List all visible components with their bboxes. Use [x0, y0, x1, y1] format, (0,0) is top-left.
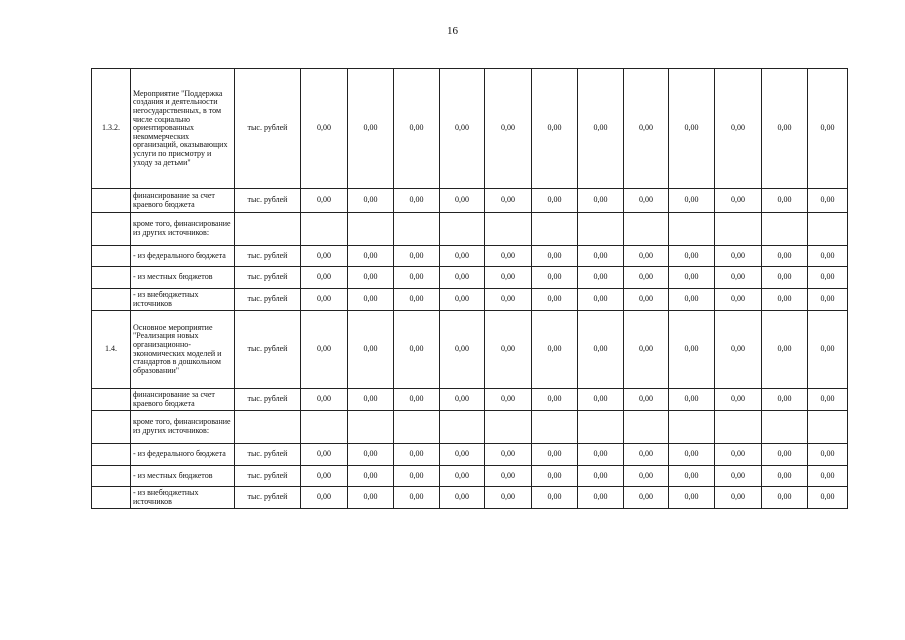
value-cell: 0,00: [715, 389, 762, 411]
row-description: кроме того, финансирование из других источников:: [131, 213, 235, 246]
value-cell: 0,00: [715, 311, 762, 389]
row-number: 1.4.: [92, 311, 131, 389]
value-cell: 0,00: [485, 246, 532, 267]
value-cell: 0,00: [532, 289, 578, 311]
value-cell: [669, 213, 715, 246]
value-cell: 0,00: [578, 389, 624, 411]
table-row: [92, 466, 848, 487]
table-row: [92, 389, 848, 411]
row-number: [92, 487, 131, 509]
value-cell: 0,00: [440, 487, 485, 509]
value-cell: 0,00: [624, 289, 669, 311]
value-cell: 0,00: [301, 246, 348, 267]
table-row: [92, 267, 848, 289]
value-cell: 0,00: [624, 69, 669, 189]
row-number: [92, 444, 131, 466]
value-cell: 0,00: [762, 246, 808, 267]
value-cell: 0,00: [440, 189, 485, 213]
value-cell: [394, 213, 440, 246]
value-cell: 0,00: [301, 389, 348, 411]
value-cell: 0,00: [624, 246, 669, 267]
value-cell: 0,00: [532, 444, 578, 466]
row-description: кроме того, финансирование из других источников:: [131, 411, 235, 444]
value-cell: 0,00: [532, 189, 578, 213]
value-cell: 0,00: [440, 466, 485, 487]
value-cell: 0,00: [394, 69, 440, 189]
value-cell: 0,00: [715, 289, 762, 311]
value-cell: 0,00: [669, 444, 715, 466]
value-cell: 0,00: [348, 487, 394, 509]
value-cell: 0,00: [301, 289, 348, 311]
value-cell: 0,00: [485, 289, 532, 311]
value-cell: 0,00: [394, 389, 440, 411]
value-cell: [808, 411, 848, 444]
value-cell: [532, 213, 578, 246]
value-cell: 0,00: [578, 444, 624, 466]
table-row: [92, 311, 848, 389]
value-cell: [394, 411, 440, 444]
value-cell: 0,00: [715, 69, 762, 189]
value-cell: 0,00: [485, 466, 532, 487]
value-cell: 0,00: [532, 389, 578, 411]
row-unit: тыс. рублей: [235, 466, 301, 487]
budget-table: [91, 68, 848, 509]
value-cell: 0,00: [715, 246, 762, 267]
value-cell: 0,00: [762, 289, 808, 311]
row-number: [92, 246, 131, 267]
value-cell: 0,00: [715, 444, 762, 466]
value-cell: 0,00: [301, 69, 348, 189]
value-cell: 0,00: [624, 444, 669, 466]
value-cell: [578, 213, 624, 246]
value-cell: 0,00: [348, 189, 394, 213]
value-cell: 0,00: [301, 466, 348, 487]
row-unit: тыс. рублей: [235, 267, 301, 289]
row-unit: [235, 213, 301, 246]
value-cell: 0,00: [394, 444, 440, 466]
row-unit: тыс. рублей: [235, 487, 301, 509]
value-cell: 0,00: [348, 289, 394, 311]
value-cell: 0,00: [532, 69, 578, 189]
value-cell: 0,00: [301, 444, 348, 466]
row-unit: тыс. рублей: [235, 246, 301, 267]
value-cell: 0,00: [808, 487, 848, 509]
value-cell: 0,00: [762, 389, 808, 411]
value-cell: 0,00: [669, 289, 715, 311]
value-cell: [715, 411, 762, 444]
value-cell: 0,00: [669, 389, 715, 411]
value-cell: [440, 213, 485, 246]
value-cell: 0,00: [348, 246, 394, 267]
value-cell: 0,00: [762, 189, 808, 213]
value-cell: 0,00: [578, 311, 624, 389]
value-cell: 0,00: [624, 311, 669, 389]
value-cell: 0,00: [348, 389, 394, 411]
table-row: [92, 487, 848, 509]
value-cell: 0,00: [669, 189, 715, 213]
value-cell: 0,00: [440, 289, 485, 311]
value-cell: 0,00: [808, 444, 848, 466]
row-number: 1.3.2.: [92, 69, 131, 189]
value-cell: 0,00: [624, 189, 669, 213]
value-cell: 0,00: [394, 311, 440, 389]
value-cell: 0,00: [762, 487, 808, 509]
value-cell: 0,00: [348, 267, 394, 289]
value-cell: 0,00: [669, 267, 715, 289]
table-row: [92, 444, 848, 466]
table-body: [92, 69, 848, 509]
value-cell: 0,00: [301, 311, 348, 389]
row-unit: тыс. рублей: [235, 444, 301, 466]
table-row: [92, 69, 848, 189]
value-cell: 0,00: [485, 311, 532, 389]
value-cell: 0,00: [808, 289, 848, 311]
value-cell: 0,00: [440, 267, 485, 289]
row-description: финансирование за счет краевого бюджета: [131, 389, 235, 411]
value-cell: 0,00: [440, 69, 485, 189]
value-cell: 0,00: [532, 311, 578, 389]
value-cell: 0,00: [440, 311, 485, 389]
row-number: [92, 389, 131, 411]
table-row: [92, 189, 848, 213]
row-number: [92, 267, 131, 289]
value-cell: 0,00: [762, 311, 808, 389]
value-cell: 0,00: [532, 267, 578, 289]
value-cell: 0,00: [578, 267, 624, 289]
table-row: [92, 213, 848, 246]
value-cell: 0,00: [808, 466, 848, 487]
value-cell: 0,00: [485, 444, 532, 466]
row-description: - из внебюджетных источников: [131, 289, 235, 311]
page-number: 16: [447, 25, 458, 37]
value-cell: 0,00: [715, 189, 762, 213]
value-cell: [624, 411, 669, 444]
row-description: - из местных бюджетов: [131, 466, 235, 487]
value-cell: [485, 411, 532, 444]
value-cell: 0,00: [624, 267, 669, 289]
value-cell: 0,00: [348, 444, 394, 466]
value-cell: 0,00: [669, 69, 715, 189]
value-cell: 0,00: [532, 487, 578, 509]
row-description: Основное мероприятие "Реализация новых организационно-экономических моделей и стандартов в дошкольном образовании": [131, 311, 235, 389]
value-cell: 0,00: [624, 466, 669, 487]
row-description: - из федерального бюджета: [131, 246, 235, 267]
value-cell: 0,00: [348, 311, 394, 389]
value-cell: 0,00: [394, 246, 440, 267]
value-cell: 0,00: [808, 389, 848, 411]
value-cell: [669, 411, 715, 444]
value-cell: 0,00: [394, 466, 440, 487]
row-unit: тыс. рублей: [235, 189, 301, 213]
value-cell: 0,00: [578, 189, 624, 213]
value-cell: [301, 411, 348, 444]
value-cell: 0,00: [485, 267, 532, 289]
value-cell: 0,00: [301, 267, 348, 289]
value-cell: 0,00: [485, 189, 532, 213]
value-cell: 0,00: [762, 267, 808, 289]
row-number: [92, 289, 131, 311]
row-description: - из местных бюджетов: [131, 267, 235, 289]
table-row: [92, 246, 848, 267]
value-cell: 0,00: [669, 487, 715, 509]
value-cell: 0,00: [348, 69, 394, 189]
table-row: [92, 411, 848, 444]
value-cell: 0,00: [485, 487, 532, 509]
value-cell: 0,00: [578, 466, 624, 487]
row-description: Мероприятие "Поддержка создания и деятельности негосударственных, в том числе социально ориентированных некоммерческих организаций, оказывающих услуги по присмотру и уходу за детьми": [131, 69, 235, 189]
row-unit: тыс. рублей: [235, 311, 301, 389]
value-cell: 0,00: [532, 466, 578, 487]
value-cell: 0,00: [624, 389, 669, 411]
value-cell: [301, 213, 348, 246]
row-unit: [235, 411, 301, 444]
value-cell: [762, 411, 808, 444]
value-cell: 0,00: [624, 487, 669, 509]
value-cell: [762, 213, 808, 246]
value-cell: 0,00: [808, 69, 848, 189]
value-cell: 0,00: [348, 466, 394, 487]
value-cell: 0,00: [578, 246, 624, 267]
value-cell: [808, 213, 848, 246]
value-cell: 0,00: [762, 466, 808, 487]
value-cell: [624, 213, 669, 246]
row-unit: тыс. рублей: [235, 289, 301, 311]
value-cell: 0,00: [669, 246, 715, 267]
value-cell: 0,00: [578, 289, 624, 311]
value-cell: 0,00: [715, 487, 762, 509]
value-cell: [348, 411, 394, 444]
value-cell: 0,00: [394, 267, 440, 289]
value-cell: [440, 411, 485, 444]
value-cell: 0,00: [715, 466, 762, 487]
row-unit: тыс. рублей: [235, 389, 301, 411]
row-description: финансирование за счет краевого бюджета: [131, 189, 235, 213]
value-cell: 0,00: [301, 189, 348, 213]
value-cell: 0,00: [808, 311, 848, 389]
value-cell: 0,00: [762, 69, 808, 189]
value-cell: 0,00: [440, 444, 485, 466]
value-cell: [715, 213, 762, 246]
value-cell: 0,00: [532, 246, 578, 267]
row-number: [92, 466, 131, 487]
value-cell: 0,00: [808, 246, 848, 267]
value-cell: 0,00: [485, 389, 532, 411]
value-cell: [532, 411, 578, 444]
value-cell: 0,00: [394, 189, 440, 213]
value-cell: 0,00: [578, 487, 624, 509]
value-cell: [578, 411, 624, 444]
value-cell: 0,00: [578, 69, 624, 189]
value-cell: 0,00: [808, 267, 848, 289]
row-description: - из внебюджетных источников: [131, 487, 235, 509]
table-row: [92, 289, 848, 311]
value-cell: 0,00: [394, 487, 440, 509]
value-cell: 0,00: [762, 444, 808, 466]
row-number: [92, 411, 131, 444]
value-cell: [348, 213, 394, 246]
row-description: - из федерального бюджета: [131, 444, 235, 466]
value-cell: [485, 213, 532, 246]
value-cell: 0,00: [669, 311, 715, 389]
value-cell: 0,00: [440, 246, 485, 267]
value-cell: 0,00: [715, 267, 762, 289]
row-number: [92, 213, 131, 246]
row-unit: тыс. рублей: [235, 69, 301, 189]
value-cell: 0,00: [301, 487, 348, 509]
value-cell: 0,00: [485, 69, 532, 189]
value-cell: 0,00: [669, 466, 715, 487]
value-cell: 0,00: [808, 189, 848, 213]
row-number: [92, 189, 131, 213]
value-cell: 0,00: [394, 289, 440, 311]
value-cell: 0,00: [440, 389, 485, 411]
